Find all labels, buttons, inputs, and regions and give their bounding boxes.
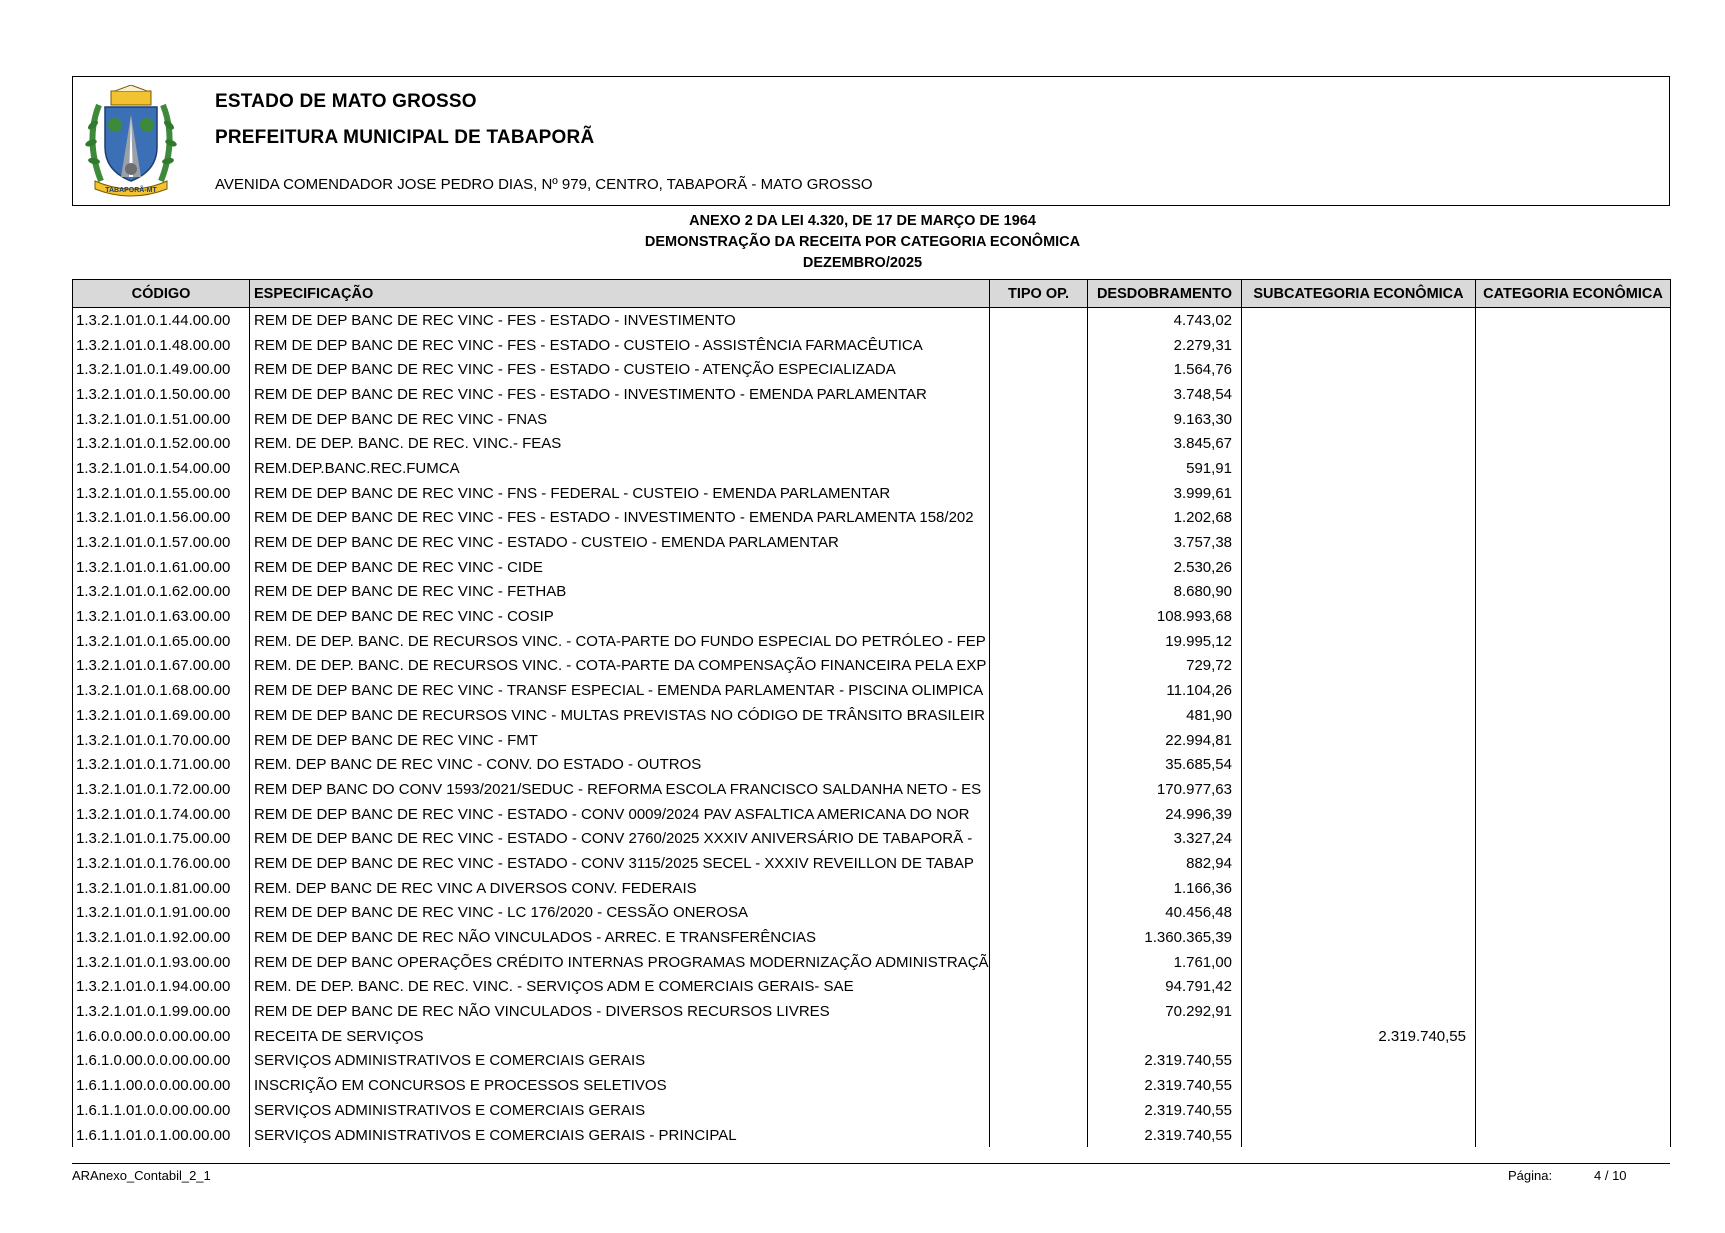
report-title-law: ANEXO 2 DA LEI 4.320, DE 17 DE MARÇO DE 1964 <box>689 213 1036 229</box>
cell-especificacao: SERVIÇOS ADMINISTRATIVOS E COMERCIAIS GERAIS <box>250 1098 990 1123</box>
table-row <box>73 876 1671 901</box>
cell-tipo-op <box>990 826 1088 851</box>
cell-categoria <box>1476 876 1671 901</box>
cell-desdobramento: 4.743,02 <box>1088 308 1242 333</box>
cell-desdobramento: 3.748,54 <box>1088 382 1242 407</box>
cell-tipo-op <box>990 530 1088 555</box>
cell-codigo: 1.3.2.1.01.0.1.55.00.00 <box>73 481 250 506</box>
cell-desdobramento: 94.791,42 <box>1088 975 1242 1000</box>
table-row <box>73 826 1671 851</box>
cell-codigo: 1.3.2.1.01.0.1.51.00.00 <box>73 407 250 432</box>
cell-tipo-op <box>990 580 1088 605</box>
cell-tipo-op <box>990 678 1088 703</box>
cell-desdobramento: 3.845,67 <box>1088 431 1242 456</box>
cell-tipo-op <box>990 555 1088 580</box>
cell-codigo: 1.3.2.1.01.0.1.76.00.00 <box>73 851 250 876</box>
table-header-row <box>73 280 1671 308</box>
cell-desdobramento: 882,94 <box>1088 851 1242 876</box>
cell-subcategoria <box>1242 629 1476 654</box>
report-id: ARAnexo_Contabil_2_1 <box>72 1168 211 1183</box>
cell-especificacao: REM.DEP.BANC.REC.FUMCA <box>250 456 990 481</box>
cell-categoria <box>1476 431 1671 456</box>
table-row <box>73 333 1671 358</box>
cell-tipo-op <box>990 1024 1088 1049</box>
cell-codigo: 1.6.0.0.00.0.0.00.00.00 <box>73 1024 250 1049</box>
cell-subcategoria <box>1242 950 1476 975</box>
cell-especificacao: REM DE DEP BANC DE REC VINC - FES - ESTADO - CUSTEIO - ATENÇÃO ESPECIALIZADA <box>250 357 990 382</box>
cell-subcategoria <box>1242 876 1476 901</box>
cell-codigo: 1.3.2.1.01.0.1.50.00.00 <box>73 382 250 407</box>
cell-desdobramento: 35.685,54 <box>1088 752 1242 777</box>
cell-codigo: 1.3.2.1.01.0.1.49.00.00 <box>73 357 250 382</box>
cell-especificacao: REM. DE DEP. BANC. DE RECURSOS VINC. - COTA-PARTE DO FUNDO ESPECIAL DO PETRÓLEO - FEP <box>250 629 990 654</box>
cell-codigo: 1.3.2.1.01.0.1.57.00.00 <box>73 530 250 555</box>
cell-categoria <box>1476 950 1671 975</box>
revenue-table <box>72 279 1671 1147</box>
cell-desdobramento: 2.319.740,55 <box>1088 1123 1242 1148</box>
cell-especificacao: REM. DE DEP. BANC. DE RECURSOS VINC. - COTA-PARTE DA COMPENSAÇÃO FINANCEIRA PELA EXP <box>250 654 990 679</box>
cell-categoria <box>1476 752 1671 777</box>
cell-subcategoria <box>1242 826 1476 851</box>
cell-subcategoria <box>1242 555 1476 580</box>
cell-codigo: 1.3.2.1.01.0.1.74.00.00 <box>73 802 250 827</box>
cell-subcategoria <box>1242 703 1476 728</box>
cell-subcategoria <box>1242 333 1476 358</box>
cell-subcategoria <box>1242 851 1476 876</box>
cell-categoria <box>1476 629 1671 654</box>
cell-categoria <box>1476 530 1671 555</box>
table-row <box>73 481 1671 506</box>
cell-especificacao: REM DE DEP BANC DE REC VINC - TRANSF ESPECIAL - EMENDA PARLAMENTAR - PISCINA OLIMPICA <box>250 678 990 703</box>
table-row <box>73 604 1671 629</box>
cell-subcategoria <box>1242 431 1476 456</box>
cell-desdobramento: 108.993,68 <box>1088 604 1242 629</box>
cell-categoria <box>1476 1073 1671 1098</box>
cell-categoria <box>1476 1098 1671 1123</box>
cell-desdobramento: 9.163,30 <box>1088 407 1242 432</box>
cell-subcategoria <box>1242 1073 1476 1098</box>
cell-subcategoria <box>1242 580 1476 605</box>
cell-categoria <box>1476 555 1671 580</box>
cell-especificacao: SERVIÇOS ADMINISTRATIVOS E COMERCIAIS GERAIS <box>250 1049 990 1074</box>
cell-desdobramento: 2.319.740,55 <box>1088 1098 1242 1123</box>
cell-categoria <box>1476 456 1671 481</box>
cell-tipo-op <box>990 802 1088 827</box>
cell-desdobramento: 19.995,12 <box>1088 629 1242 654</box>
municipal-crest-icon <box>81 85 181 197</box>
cell-desdobramento: 24.996,39 <box>1088 802 1242 827</box>
cell-especificacao: REM DE DEP BANC DE REC VINC - ESTADO - CONV 0009/2024 PAV ASFALTICA AMERICANA DO NOR <box>250 802 990 827</box>
cell-subcategoria <box>1242 999 1476 1024</box>
cell-categoria <box>1476 308 1671 333</box>
cell-codigo: 1.3.2.1.01.0.1.69.00.00 <box>73 703 250 728</box>
cell-subcategoria <box>1242 802 1476 827</box>
cell-desdobramento: 1.761,00 <box>1088 950 1242 975</box>
cell-especificacao: REM DE DEP BANC DE REC VINC - CIDE <box>250 555 990 580</box>
table-row <box>73 407 1671 432</box>
cell-subcategoria <box>1242 1049 1476 1074</box>
cell-desdobramento: 22.994,81 <box>1088 728 1242 753</box>
cell-codigo: 1.3.2.1.01.0.1.71.00.00 <box>73 752 250 777</box>
table-row <box>73 975 1671 1000</box>
page-number: 4 / 10 <box>1594 1168 1627 1183</box>
table-row <box>73 530 1671 555</box>
table-row <box>73 654 1671 679</box>
cell-tipo-op <box>990 752 1088 777</box>
cell-subcategoria <box>1242 728 1476 753</box>
cell-categoria <box>1476 333 1671 358</box>
cell-tipo-op <box>990 1049 1088 1074</box>
table-row <box>73 629 1671 654</box>
cell-tipo-op <box>990 1098 1088 1123</box>
cell-codigo: 1.3.2.1.01.0.1.94.00.00 <box>73 975 250 1000</box>
table-row <box>73 1123 1671 1148</box>
table-row <box>73 678 1671 703</box>
cell-subcategoria <box>1242 481 1476 506</box>
report-header <box>72 76 1670 206</box>
cell-subcategoria <box>1242 506 1476 531</box>
table-row <box>73 308 1671 333</box>
cell-tipo-op <box>990 975 1088 1000</box>
cell-tipo-op <box>990 901 1088 926</box>
cell-desdobramento: 3.999,61 <box>1088 481 1242 506</box>
cell-categoria <box>1476 481 1671 506</box>
cell-tipo-op <box>990 506 1088 531</box>
page-label: Página: <box>1508 1168 1553 1183</box>
cell-tipo-op <box>990 851 1088 876</box>
cell-categoria <box>1476 654 1671 679</box>
cell-especificacao: REM DE DEP BANC DE REC VINC - FES - ESTADO - CUSTEIO - ASSISTÊNCIA FARMACÊUTICA <box>250 333 990 358</box>
cell-especificacao: REM DE DEP BANC DE REC VINC - LC 176/2020 - CESSÃO ONEROSA <box>250 901 990 926</box>
table-row <box>73 851 1671 876</box>
cell-especificacao: REM. DEP BANC DE REC VINC - CONV. DO ESTADO - OUTROS <box>250 752 990 777</box>
cell-subcategoria <box>1242 530 1476 555</box>
cell-subcategoria <box>1242 975 1476 1000</box>
cell-desdobramento: 481,90 <box>1088 703 1242 728</box>
table-row <box>73 901 1671 926</box>
table-row <box>73 431 1671 456</box>
table-row <box>73 925 1671 950</box>
table-row <box>73 1098 1671 1123</box>
cell-especificacao: RECEITA DE SERVIÇOS <box>250 1024 990 1049</box>
cell-tipo-op <box>990 357 1088 382</box>
cell-especificacao: REM DE DEP BANC DE REC VINC - FES - ESTADO - INVESTIMENTO - EMENDA PARLAMENTA 158/202 <box>250 506 990 531</box>
crest-ribbon-text: TABAPORÃ-MT <box>105 187 157 194</box>
report-titles <box>0 211 1725 274</box>
cell-desdobramento: 2.319.740,55 <box>1088 1049 1242 1074</box>
cell-subcategoria <box>1242 678 1476 703</box>
table-row <box>73 555 1671 580</box>
cell-categoria <box>1476 604 1671 629</box>
cell-categoria <box>1476 802 1671 827</box>
cell-especificacao: REM DE DEP BANC DE REC VINC - COSIP <box>250 604 990 629</box>
cell-subcategoria: 2.319.740,55 <box>1242 1024 1476 1049</box>
cell-especificacao: REM DE DEP BANC DE REC VINC - ESTADO - CONV 2760/2025 XXXIV ANIVERSÁRIO DE TABAPORÃ - <box>250 826 990 851</box>
table-row <box>73 728 1671 753</box>
cell-codigo: 1.3.2.1.01.0.1.44.00.00 <box>73 308 250 333</box>
cell-especificacao: REM DE DEP BANC DE REC VINC - FNAS <box>250 407 990 432</box>
table-body <box>73 308 1671 1148</box>
cell-desdobramento: 2.530,26 <box>1088 555 1242 580</box>
cell-tipo-op <box>990 481 1088 506</box>
cell-categoria <box>1476 901 1671 926</box>
prefecture-name: PREFEITURA MUNICIPAL DE TABAPORÃ <box>215 127 595 148</box>
cell-especificacao: REM. DE DEP. BANC. DE REC. VINC. - SERVIÇOS ADM E COMERCIAIS GERAIS- SAE <box>250 975 990 1000</box>
cell-codigo: 1.3.2.1.01.0.1.67.00.00 <box>73 654 250 679</box>
cell-especificacao: REM DE DEP BANC DE REC VINC - ESTADO - CONV 3115/2025 SECEL - XXXIV REVEILLON DE TABAP <box>250 851 990 876</box>
cell-codigo: 1.3.2.1.01.0.1.62.00.00 <box>73 580 250 605</box>
cell-tipo-op <box>990 629 1088 654</box>
cell-codigo: 1.3.2.1.01.0.1.75.00.00 <box>73 826 250 851</box>
table-row <box>73 752 1671 777</box>
cell-categoria <box>1476 407 1671 432</box>
cell-codigo: 1.3.2.1.01.0.1.99.00.00 <box>73 999 250 1024</box>
cell-categoria <box>1476 506 1671 531</box>
table-row <box>73 382 1671 407</box>
cell-tipo-op <box>990 654 1088 679</box>
cell-desdobramento: 170.977,63 <box>1088 777 1242 802</box>
cell-tipo-op <box>990 407 1088 432</box>
cell-categoria <box>1476 851 1671 876</box>
col-header-especificacao: ESPECIFICAÇÃO <box>250 280 990 308</box>
cell-codigo: 1.3.2.1.01.0.1.70.00.00 <box>73 728 250 753</box>
cell-subcategoria <box>1242 752 1476 777</box>
cell-desdobramento: 3.327,24 <box>1088 826 1242 851</box>
cell-codigo: 1.3.2.1.01.0.1.91.00.00 <box>73 901 250 926</box>
table-row <box>73 802 1671 827</box>
cell-tipo-op <box>990 456 1088 481</box>
cell-codigo: 1.3.2.1.01.0.1.61.00.00 <box>73 555 250 580</box>
prefecture-address: AVENIDA COMENDADOR JOSE PEDRO DIAS, Nº 979, CENTRO, TABAPORÃ - MATO GROSSO <box>215 176 873 193</box>
cell-categoria <box>1476 999 1671 1024</box>
cell-desdobramento: 2.319.740,55 <box>1088 1073 1242 1098</box>
cell-desdobramento: 1.166,36 <box>1088 876 1242 901</box>
cell-desdobramento: 2.279,31 <box>1088 333 1242 358</box>
cell-subcategoria <box>1242 1123 1476 1148</box>
cell-categoria <box>1476 580 1671 605</box>
cell-categoria <box>1476 925 1671 950</box>
cell-tipo-op <box>990 333 1088 358</box>
col-header-subcategoria: SUBCATEGORIA ECONÔMICA <box>1242 280 1476 308</box>
cell-desdobramento: 3.757,38 <box>1088 530 1242 555</box>
cell-tipo-op <box>990 1123 1088 1148</box>
table-row <box>73 1073 1671 1098</box>
cell-subcategoria <box>1242 654 1476 679</box>
cell-desdobramento: 40.456,48 <box>1088 901 1242 926</box>
cell-tipo-op <box>990 703 1088 728</box>
cell-especificacao: REM DE DEP BANC DE REC VINC - FNS - FEDERAL - CUSTEIO - EMENDA PARLAMENTAR <box>250 481 990 506</box>
cell-codigo: 1.3.2.1.01.0.1.65.00.00 <box>73 629 250 654</box>
cell-subcategoria <box>1242 777 1476 802</box>
cell-especificacao: REM. DE DEP. BANC. DE REC. VINC.- FEAS <box>250 431 990 456</box>
cell-categoria <box>1476 357 1671 382</box>
cell-especificacao: SERVIÇOS ADMINISTRATIVOS E COMERCIAIS GERAIS - PRINCIPAL <box>250 1123 990 1148</box>
cell-desdobramento: 729,72 <box>1088 654 1242 679</box>
cell-subcategoria <box>1242 604 1476 629</box>
table-row <box>73 580 1671 605</box>
cell-desdobramento: 591,91 <box>1088 456 1242 481</box>
cell-codigo: 1.6.1.1.00.0.0.00.00.00 <box>73 1073 250 1098</box>
cell-especificacao: REM DE DEP BANC DE RECURSOS VINC - MULTAS PREVISTAS NO CÓDIGO DE TRÂNSITO BRASILEIR <box>250 703 990 728</box>
cell-categoria <box>1476 382 1671 407</box>
cell-subcategoria <box>1242 925 1476 950</box>
cell-desdobramento: 1.360.365,39 <box>1088 925 1242 950</box>
cell-especificacao: REM. DEP BANC DE REC VINC A DIVERSOS CONV. FEDERAIS <box>250 876 990 901</box>
cell-codigo: 1.3.2.1.01.0.1.54.00.00 <box>73 456 250 481</box>
cell-categoria <box>1476 826 1671 851</box>
cell-categoria <box>1476 777 1671 802</box>
cell-subcategoria <box>1242 901 1476 926</box>
cell-tipo-op <box>990 728 1088 753</box>
col-header-desdobramento: DESDOBRAMENTO <box>1088 280 1242 308</box>
cell-codigo: 1.3.2.1.01.0.1.68.00.00 <box>73 678 250 703</box>
table-row <box>73 506 1671 531</box>
cell-especificacao: REM DE DEP BANC OPERAÇÕES CRÉDITO INTERNAS PROGRAMAS MODERNIZAÇÃO ADMINISTRAÇÃ <box>250 950 990 975</box>
cell-especificacao: REM DE DEP BANC DE REC VINC - FES - ESTADO - INVESTIMENTO <box>250 308 990 333</box>
cell-codigo: 1.6.1.1.01.0.1.00.00.00 <box>73 1123 250 1148</box>
table-row <box>73 1049 1671 1074</box>
cell-tipo-op <box>990 925 1088 950</box>
cell-desdobramento: 1.564,76 <box>1088 357 1242 382</box>
cell-especificacao: REM DE DEP BANC DE REC NÃO VINCULADOS - ARREC. E TRANSFERÊNCIAS <box>250 925 990 950</box>
cell-desdobramento: 70.292,91 <box>1088 999 1242 1024</box>
cell-codigo: 1.3.2.1.01.0.1.72.00.00 <box>73 777 250 802</box>
cell-subcategoria <box>1242 456 1476 481</box>
table-row <box>73 357 1671 382</box>
cell-codigo: 1.3.2.1.01.0.1.81.00.00 <box>73 876 250 901</box>
cell-codigo: 1.6.1.0.00.0.0.00.00.00 <box>73 1049 250 1074</box>
cell-especificacao: REM DEP BANC DO CONV 1593/2021/SEDUC - REFORMA ESCOLA FRANCISCO SALDANHA NETO - ES <box>250 777 990 802</box>
cell-especificacao: REM DE DEP BANC DE REC VINC - FES - ESTADO - INVESTIMENTO - EMENDA PARLAMENTAR <box>250 382 990 407</box>
cell-tipo-op <box>990 604 1088 629</box>
cell-especificacao: REM DE DEP BANC DE REC VINC - ESTADO - CUSTEIO - EMENDA PARLAMENTAR <box>250 530 990 555</box>
cell-codigo: 1.3.2.1.01.0.1.52.00.00 <box>73 431 250 456</box>
table-row <box>73 456 1671 481</box>
cell-especificacao: REM DE DEP BANC DE REC NÃO VINCULADOS - DIVERSOS RECURSOS LIVRES <box>250 999 990 1024</box>
cell-codigo: 1.3.2.1.01.0.1.56.00.00 <box>73 506 250 531</box>
table-row <box>73 1024 1671 1049</box>
cell-subcategoria <box>1242 382 1476 407</box>
cell-categoria <box>1476 1024 1671 1049</box>
cell-subcategoria <box>1242 308 1476 333</box>
cell-tipo-op <box>990 431 1088 456</box>
cell-categoria <box>1476 728 1671 753</box>
cell-tipo-op <box>990 382 1088 407</box>
cell-especificacao: REM DE DEP BANC DE REC VINC - FMT <box>250 728 990 753</box>
cell-subcategoria <box>1242 1098 1476 1123</box>
table-row <box>73 703 1671 728</box>
cell-tipo-op <box>990 876 1088 901</box>
cell-tipo-op <box>990 777 1088 802</box>
cell-codigo: 1.6.1.1.01.0.0.00.00.00 <box>73 1098 250 1123</box>
cell-tipo-op <box>990 1073 1088 1098</box>
cell-especificacao: INSCRIÇÃO EM CONCURSOS E PROCESSOS SELETIVOS <box>250 1073 990 1098</box>
table-row <box>73 950 1671 975</box>
table-row <box>73 999 1671 1024</box>
cell-desdobramento: 8.680,90 <box>1088 580 1242 605</box>
cell-subcategoria <box>1242 357 1476 382</box>
col-header-tipo-op: TIPO OP. <box>990 280 1088 308</box>
cell-tipo-op <box>990 950 1088 975</box>
col-header-categoria: CATEGORIA ECONÔMICA <box>1476 280 1671 308</box>
cell-categoria <box>1476 975 1671 1000</box>
cell-desdobramento: 1.202,68 <box>1088 506 1242 531</box>
cell-tipo-op <box>990 999 1088 1024</box>
report-title-main: DEMONSTRAÇÃO DA RECEITA POR CATEGORIA ECONÔMICA <box>644 234 1081 250</box>
cell-categoria <box>1476 703 1671 728</box>
cell-desdobramento: 11.104,26 <box>1088 678 1242 703</box>
state-name: ESTADO DE MATO GROSSO <box>215 91 477 112</box>
cell-especificacao: REM DE DEP BANC DE REC VINC - FETHAB <box>250 580 990 605</box>
footer-divider <box>72 1163 1670 1164</box>
cell-codigo: 1.3.2.1.01.0.1.92.00.00 <box>73 925 250 950</box>
cell-codigo: 1.3.2.1.01.0.1.93.00.00 <box>73 950 250 975</box>
cell-categoria <box>1476 1123 1671 1148</box>
cell-tipo-op <box>990 308 1088 333</box>
col-header-codigo: CÓDIGO <box>73 280 250 308</box>
cell-subcategoria <box>1242 407 1476 432</box>
cell-categoria <box>1476 678 1671 703</box>
cell-codigo: 1.3.2.1.01.0.1.48.00.00 <box>73 333 250 358</box>
cell-categoria <box>1476 1049 1671 1074</box>
cell-desdobramento <box>1088 1024 1242 1049</box>
table-row <box>73 777 1671 802</box>
cell-codigo: 1.3.2.1.01.0.1.63.00.00 <box>73 604 250 629</box>
report-period: DEZEMBRO/2025 <box>802 255 923 271</box>
